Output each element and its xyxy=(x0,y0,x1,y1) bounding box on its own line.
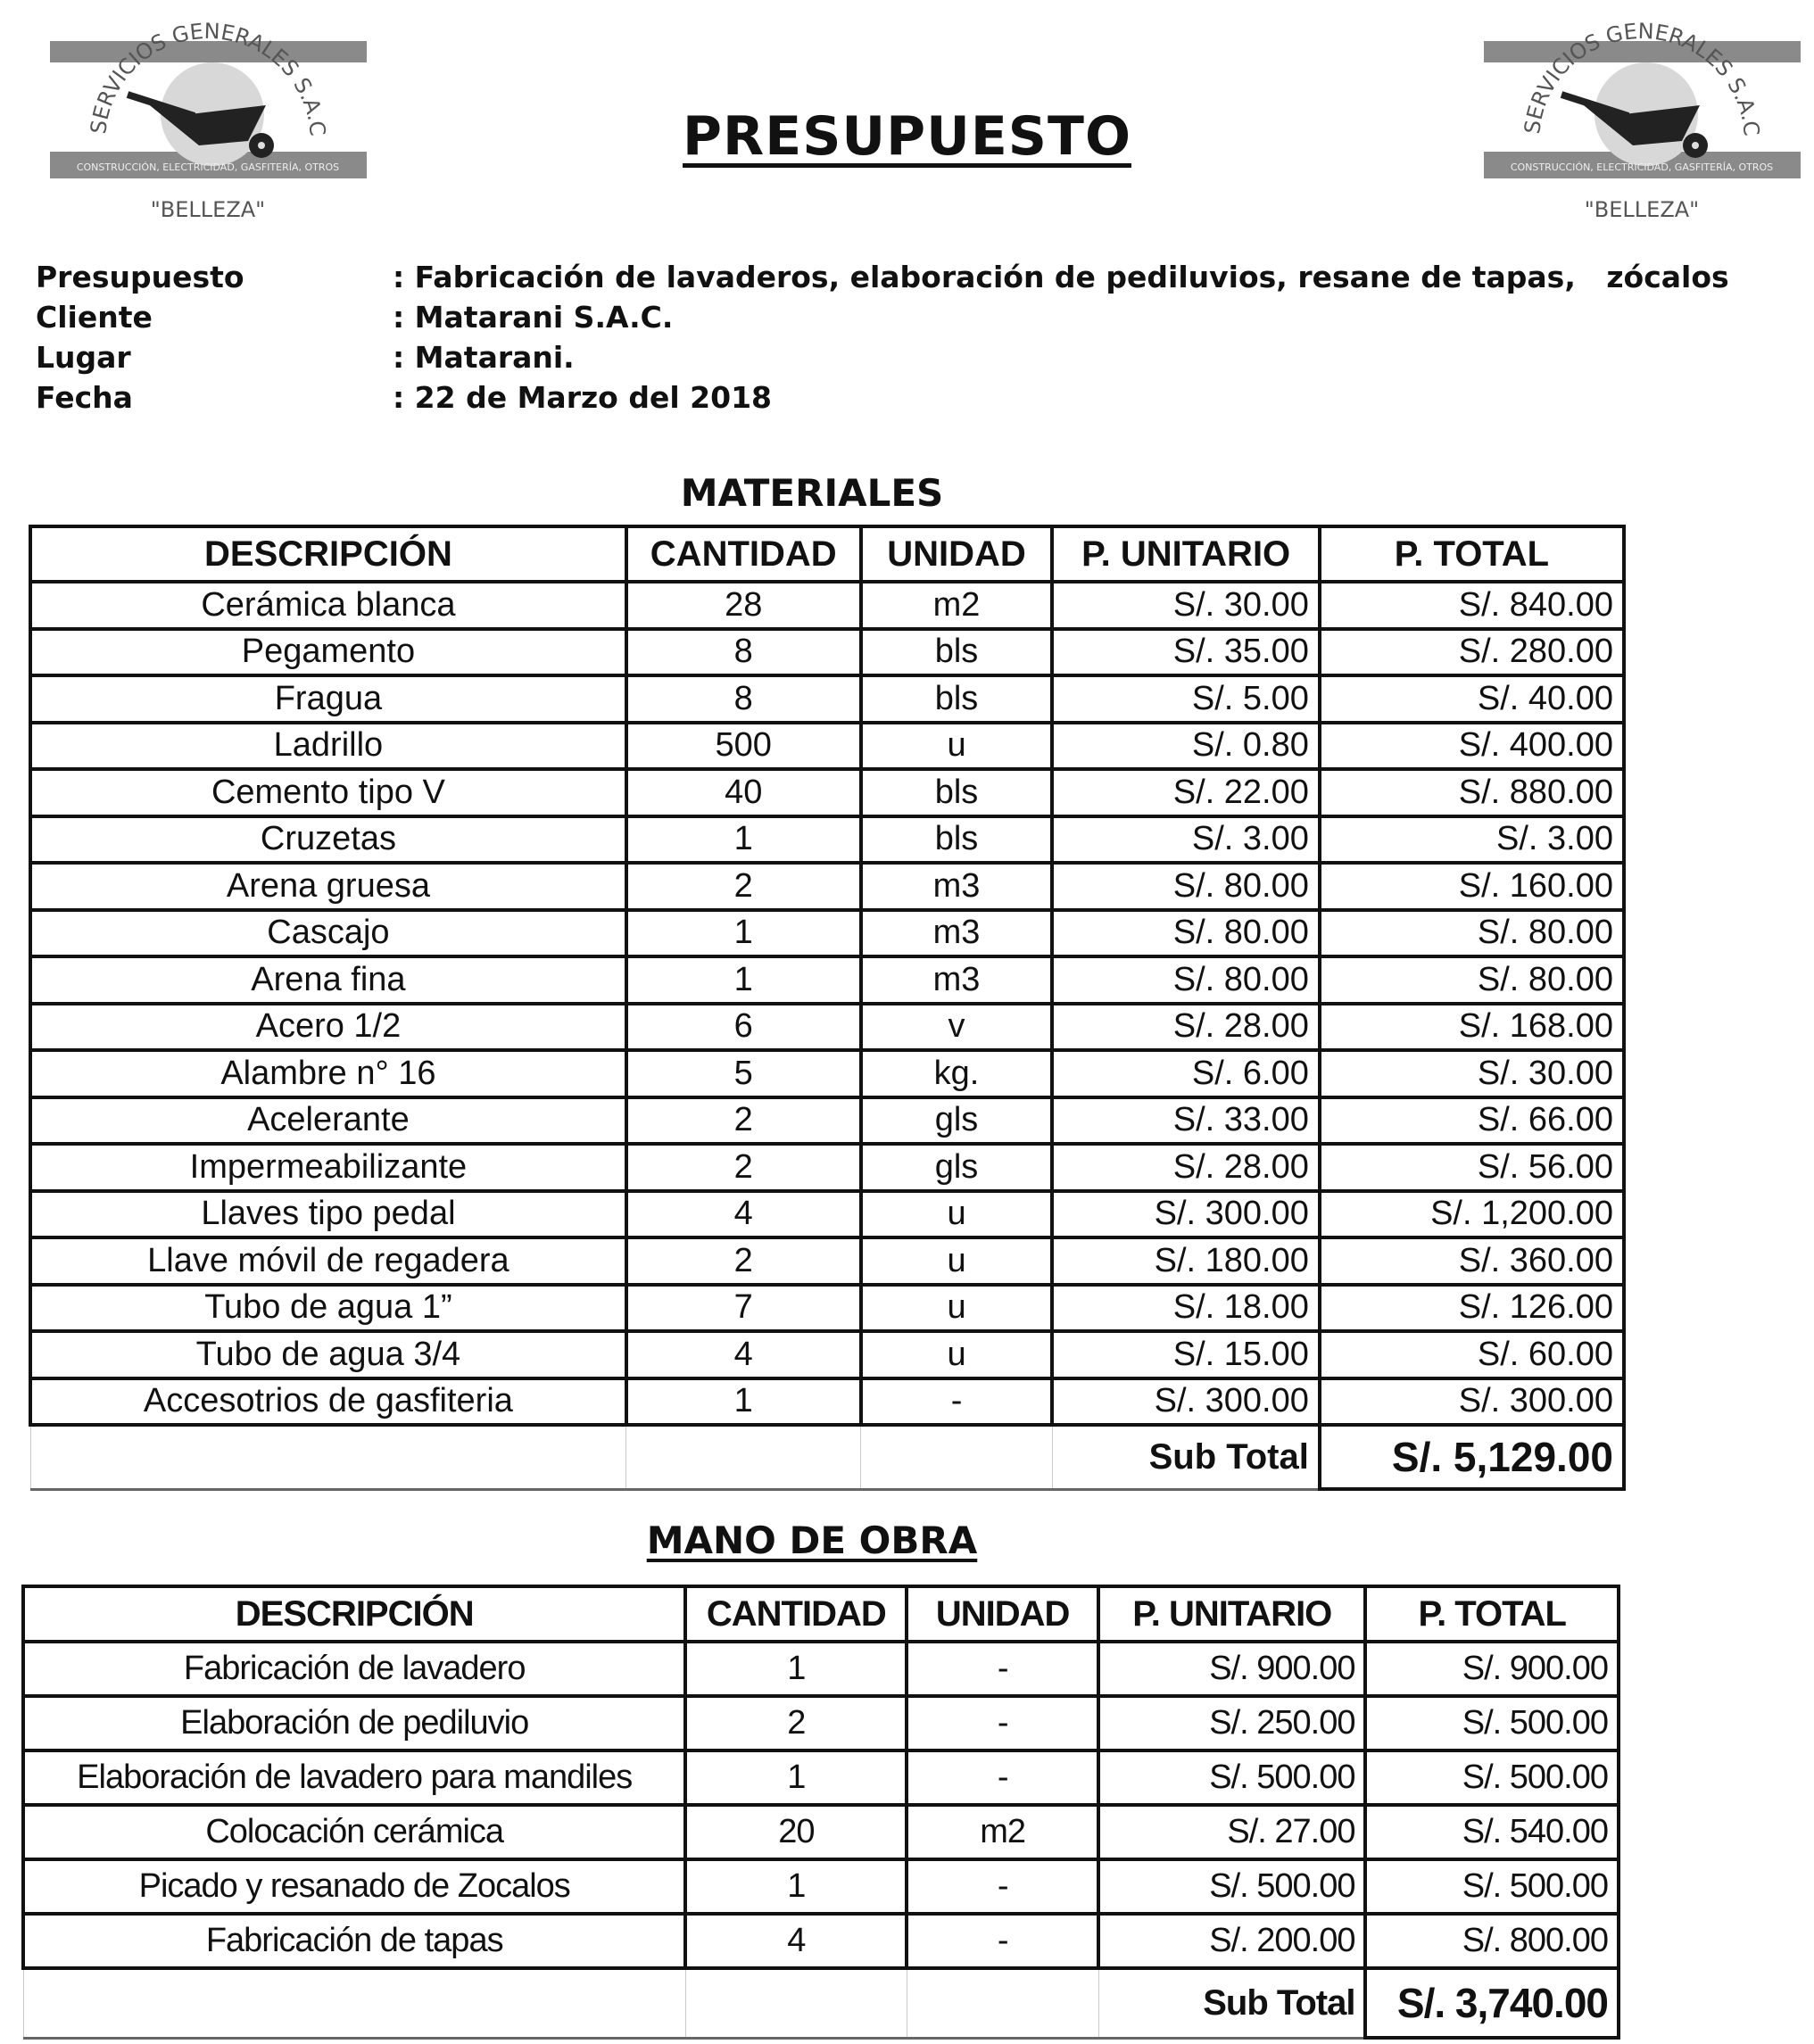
cell-unidad: - xyxy=(907,1696,1098,1750)
cell-p-total: S/. 56.00 xyxy=(1320,1144,1624,1191)
meta-value: : Matarani. xyxy=(393,340,575,375)
cell-p-total: S/. 840.00 xyxy=(1320,582,1624,629)
cell-descripcion: Fabricación de tapas xyxy=(23,1914,685,1968)
cell-cantidad: 8 xyxy=(626,675,861,723)
meta-label: Cliente xyxy=(36,300,153,335)
cell-unidad: - xyxy=(907,1750,1098,1805)
table-row xyxy=(23,1914,1619,1968)
cell-descripcion: Cruzetas xyxy=(30,816,626,864)
cell-descripcion: Fabricación de lavadero xyxy=(23,1642,685,1696)
table-row xyxy=(30,956,1624,1004)
table-row xyxy=(30,769,1624,816)
cell-p-total: S/. 3.00 xyxy=(1320,816,1624,864)
cell-cantidad: 8 xyxy=(626,629,861,676)
cell-cantidad: 2 xyxy=(626,1144,861,1191)
cell-descripcion: Cemento tipo V xyxy=(30,769,626,816)
cell-p-unitario: S/. 5.00 xyxy=(1052,675,1319,723)
cell-p-unitario: S/. 80.00 xyxy=(1052,863,1319,910)
cell-descripcion: Colocación cerámica xyxy=(23,1805,685,1859)
cell-cantidad: 1 xyxy=(626,956,861,1004)
cell-unidad: u xyxy=(861,1285,1053,1332)
cell-unidad: bls xyxy=(861,629,1053,676)
cell-p-total: S/. 160.00 xyxy=(1320,863,1624,910)
table-row xyxy=(30,1144,1624,1191)
cell-p-unitario: S/. 35.00 xyxy=(1052,629,1319,676)
empty-cell xyxy=(861,1425,1053,1489)
cell-p-total: S/. 280.00 xyxy=(1320,629,1624,676)
cell-p-unitario: S/. 28.00 xyxy=(1052,1004,1319,1051)
table-header-row xyxy=(23,1586,1619,1642)
cell-p-total: S/. 400.00 xyxy=(1320,723,1624,770)
meta-value: : 22 de Marzo del 2018 xyxy=(393,380,772,415)
subtotal-value: S/. 3,740.00 xyxy=(1365,1968,1619,2038)
empty-cell xyxy=(30,1425,626,1489)
meta-row-lugar xyxy=(36,337,1729,377)
cell-cantidad: 4 xyxy=(626,1331,861,1378)
cell-unidad: bls xyxy=(861,816,1053,864)
table-row xyxy=(30,1097,1624,1145)
table-row xyxy=(30,1285,1624,1332)
table-row xyxy=(30,1191,1624,1238)
cell-unidad: m3 xyxy=(861,956,1053,1004)
header-descripcion: DESCRIPCIÓN xyxy=(23,1586,685,1642)
cell-cantidad: 6 xyxy=(626,1004,861,1051)
cell-p-unitario: S/. 500.00 xyxy=(1098,1859,1365,1914)
cell-cantidad: 500 xyxy=(626,723,861,770)
cell-cantidad: 1 xyxy=(685,1750,907,1805)
cell-unidad: m3 xyxy=(861,910,1053,957)
subtotal-label: Sub Total xyxy=(1098,1968,1365,2038)
table-row xyxy=(30,629,1624,676)
cell-p-unitario: S/. 27.00 xyxy=(1098,1805,1365,1859)
cell-descripcion: Acero 1/2 xyxy=(30,1004,626,1051)
cell-unidad: gls xyxy=(861,1097,1053,1145)
cell-p-total: S/. 880.00 xyxy=(1320,769,1624,816)
cell-descripcion: Arena fina xyxy=(30,956,626,1004)
cell-p-total: S/. 900.00 xyxy=(1365,1642,1619,1696)
cell-p-unitario: S/. 18.00 xyxy=(1052,1285,1319,1332)
cell-cantidad: 1 xyxy=(685,1859,907,1914)
subtotal-value: S/. 5,129.00 xyxy=(1320,1425,1624,1489)
table-row xyxy=(30,1237,1624,1285)
table-header-row xyxy=(30,526,1624,582)
cell-unidad: - xyxy=(907,1642,1098,1696)
cell-cantidad: 1 xyxy=(626,816,861,864)
cell-cantidad: 2 xyxy=(626,1097,861,1145)
cell-p-total: S/. 360.00 xyxy=(1320,1237,1624,1285)
header-p-total: P. TOTAL xyxy=(1365,1586,1619,1642)
cell-cantidad: 4 xyxy=(626,1191,861,1238)
cell-unidad: kg. xyxy=(861,1050,1053,1097)
cell-p-unitario: S/. 0.80 xyxy=(1052,723,1319,770)
cell-p-unitario: S/. 15.00 xyxy=(1052,1331,1319,1378)
meta-label: Lugar xyxy=(36,340,131,375)
cell-p-total: S/. 168.00 xyxy=(1320,1004,1624,1051)
cell-p-unitario: S/. 300.00 xyxy=(1052,1378,1319,1426)
meta-value: : Fabricación de lavaderos, elaboración de pediluvios, resane de tapas, zócalos xyxy=(393,260,1729,294)
table-row xyxy=(23,1696,1619,1750)
cell-cantidad: 28 xyxy=(626,582,861,629)
cell-p-unitario: S/. 28.00 xyxy=(1052,1144,1319,1191)
header-unidad: UNIDAD xyxy=(907,1586,1098,1642)
materiales-body xyxy=(30,582,1624,1489)
table-row xyxy=(23,1642,1619,1696)
cell-p-total: S/. 40.00 xyxy=(1320,675,1624,723)
table-row xyxy=(30,582,1624,629)
table-row xyxy=(30,910,1624,957)
mano-de-obra-table xyxy=(21,1585,1620,2040)
cell-p-total: S/. 30.00 xyxy=(1320,1050,1624,1097)
cell-unidad: gls xyxy=(861,1144,1053,1191)
cell-descripcion: Llaves tipo pedal xyxy=(30,1191,626,1238)
cell-cantidad: 40 xyxy=(626,769,861,816)
subtotal-row xyxy=(23,1968,1619,2038)
table-row xyxy=(23,1859,1619,1914)
subtotal-row xyxy=(30,1425,1624,1489)
cell-p-unitario: S/. 180.00 xyxy=(1052,1237,1319,1285)
cell-p-total: S/. 66.00 xyxy=(1320,1097,1624,1145)
cell-unidad: bls xyxy=(861,675,1053,723)
svg-text:SERVICIOS GENERALES S.A.C: SERVICIOS GENERALES S.A.C xyxy=(86,18,331,137)
table-row xyxy=(23,1805,1619,1859)
cell-unidad: m2 xyxy=(861,582,1053,629)
cell-p-unitario: S/. 500.00 xyxy=(1098,1750,1365,1805)
cell-unidad: u xyxy=(861,1331,1053,1378)
cell-descripcion: Acelerante xyxy=(30,1097,626,1145)
table-row xyxy=(30,1050,1624,1097)
meta-row-cliente xyxy=(36,297,1729,337)
cell-descripcion: Cascajo xyxy=(30,910,626,957)
cell-descripcion: Elaboración de pediluvio xyxy=(23,1696,685,1750)
cell-p-total: S/. 800.00 xyxy=(1365,1914,1619,1968)
cell-p-unitario: S/. 300.00 xyxy=(1052,1191,1319,1238)
cell-unidad: - xyxy=(907,1914,1098,1968)
header-p-total: P. TOTAL xyxy=(1320,526,1624,582)
cell-cantidad: 20 xyxy=(685,1805,907,1859)
meta-row-presupuesto xyxy=(36,257,1729,297)
budget-metadata xyxy=(36,257,1729,418)
table-row xyxy=(30,723,1624,770)
svg-text:"BELLEZA": "BELLEZA" xyxy=(150,197,266,222)
cell-descripcion: Alambre n° 16 xyxy=(30,1050,626,1097)
empty-cell xyxy=(23,1968,685,2038)
cell-p-total: S/. 540.00 xyxy=(1365,1805,1619,1859)
empty-cell xyxy=(626,1425,861,1489)
cell-p-total: S/. 126.00 xyxy=(1320,1285,1624,1332)
cell-unidad: u xyxy=(861,1237,1053,1285)
empty-cell xyxy=(907,1968,1098,2038)
cell-descripcion: Accesotrios de gasfiteria xyxy=(30,1378,626,1426)
mano-de-obra-body xyxy=(23,1642,1619,2038)
cell-p-total: S/. 60.00 xyxy=(1320,1331,1624,1378)
cell-unidad: - xyxy=(907,1859,1098,1914)
cell-cantidad: 2 xyxy=(685,1696,907,1750)
cell-descripcion: Picado y resanado de Zocalos xyxy=(23,1859,685,1914)
header-cantidad: CANTIDAD xyxy=(685,1586,907,1642)
svg-text:CONSTRUCCIÓN, ELECTRICIDAD, GA: CONSTRUCCIÓN, ELECTRICIDAD, GASFITERÍA, OTROS xyxy=(1510,161,1774,173)
empty-cell xyxy=(685,1968,907,2038)
cell-descripcion: Arena gruesa xyxy=(30,863,626,910)
cell-p-unitario: S/. 22.00 xyxy=(1052,769,1319,816)
cell-p-total: S/. 500.00 xyxy=(1365,1696,1619,1750)
svg-text:"BELLEZA": "BELLEZA" xyxy=(1584,197,1700,222)
cell-p-total: S/. 500.00 xyxy=(1365,1859,1619,1914)
table-row xyxy=(30,863,1624,910)
cell-unidad: m3 xyxy=(861,863,1053,910)
cell-cantidad: 2 xyxy=(626,1237,861,1285)
svg-text:SERVICIOS GENERALES S.A.C: SERVICIOS GENERALES S.A.C xyxy=(1520,18,1765,137)
materiales-table xyxy=(29,525,1626,1491)
cell-cantidad: 4 xyxy=(685,1914,907,1968)
table-row xyxy=(30,1378,1624,1426)
cell-unidad: m2 xyxy=(907,1805,1098,1859)
header-unidad: UNIDAD xyxy=(861,526,1053,582)
materiales-title: MATERIALES xyxy=(680,471,944,515)
cell-unidad: u xyxy=(861,723,1053,770)
cell-unidad: u xyxy=(861,1191,1053,1238)
page-title: PRESUPUESTO xyxy=(683,105,1131,168)
header-p-unitario: P. UNITARIO xyxy=(1052,526,1319,582)
cell-p-unitario: S/. 33.00 xyxy=(1052,1097,1319,1145)
cell-p-total: S/. 1,200.00 xyxy=(1320,1191,1624,1238)
cell-p-unitario: S/. 80.00 xyxy=(1052,956,1319,1004)
cell-descripcion: Llave móvil de regadera xyxy=(30,1237,626,1285)
table-row xyxy=(30,816,1624,864)
cell-cantidad: 1 xyxy=(626,1378,861,1426)
cell-unidad: - xyxy=(861,1378,1053,1426)
svg-text:CONSTRUCCIÓN, ELECTRICIDAD, GA: CONSTRUCCIÓN, ELECTRICIDAD, GASFITERÍA, OTROS xyxy=(76,161,340,173)
header-p-unitario: P. UNITARIO xyxy=(1098,1586,1365,1642)
header-cantidad: CANTIDAD xyxy=(626,526,861,582)
cell-cantidad: 7 xyxy=(626,1285,861,1332)
meta-label: Presupuesto xyxy=(36,260,244,294)
cell-p-unitario: S/. 30.00 xyxy=(1052,582,1319,629)
cell-p-unitario: S/. 900.00 xyxy=(1098,1642,1365,1696)
cell-cantidad: 2 xyxy=(626,863,861,910)
cell-unidad: bls xyxy=(861,769,1053,816)
cell-p-unitario: S/. 6.00 xyxy=(1052,1050,1319,1097)
cell-p-total: S/. 80.00 xyxy=(1320,956,1624,1004)
cell-descripcion: Fragua xyxy=(30,675,626,723)
cell-cantidad: 1 xyxy=(685,1642,907,1696)
mano-de-obra-title: MANO DE OBRA xyxy=(646,1519,978,1562)
cell-p-total: S/. 80.00 xyxy=(1320,910,1624,957)
cell-p-total: S/. 300.00 xyxy=(1320,1378,1624,1426)
meta-row-fecha xyxy=(36,377,1729,418)
cell-descripcion: Ladrillo xyxy=(30,723,626,770)
cell-unidad: v xyxy=(861,1004,1053,1051)
table-row xyxy=(30,1004,1624,1051)
cell-p-unitario: S/. 3.00 xyxy=(1052,816,1319,864)
cell-descripcion: Cerámica blanca xyxy=(30,582,626,629)
cell-cantidad: 1 xyxy=(626,910,861,957)
table-row xyxy=(30,1331,1624,1378)
table-row xyxy=(30,675,1624,723)
cell-p-unitario: S/. 80.00 xyxy=(1052,910,1319,957)
cell-cantidad: 5 xyxy=(626,1050,861,1097)
cell-descripcion: Elaboración de lavadero para mandiles xyxy=(23,1750,685,1805)
cell-descripcion: Tubo de agua 3/4 xyxy=(30,1331,626,1378)
meta-value: : Matarani S.A.C. xyxy=(393,300,674,335)
cell-descripcion: Tubo de agua 1” xyxy=(30,1285,626,1332)
cell-descripcion: Pegamento xyxy=(30,629,626,676)
meta-label: Fecha xyxy=(36,380,133,415)
subtotal-label: Sub Total xyxy=(1052,1425,1319,1489)
cell-p-total: S/. 500.00 xyxy=(1365,1750,1619,1805)
table-row xyxy=(23,1750,1619,1805)
cell-p-unitario: S/. 200.00 xyxy=(1098,1914,1365,1968)
cell-p-unitario: S/. 250.00 xyxy=(1098,1696,1365,1750)
cell-descripcion: Impermeabilizante xyxy=(30,1144,626,1191)
header-descripcion: DESCRIPCIÓN xyxy=(30,526,626,582)
